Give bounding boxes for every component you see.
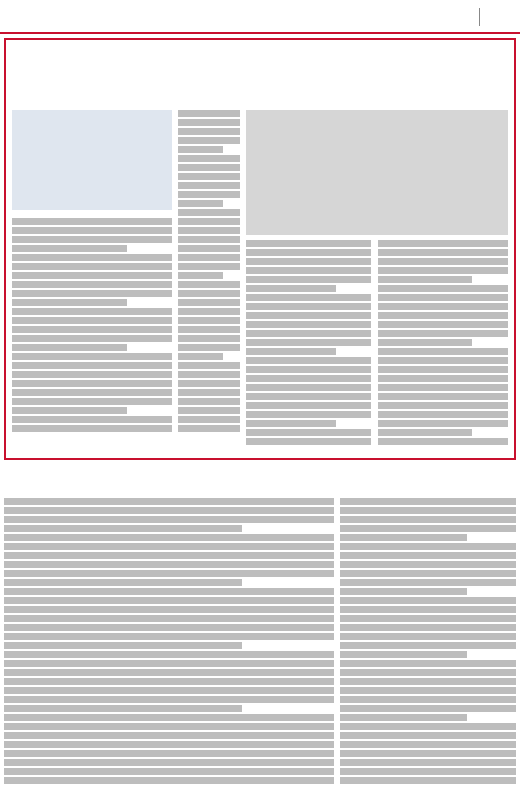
lead-photo-right [246, 110, 508, 235]
lower-left-story [4, 468, 334, 794]
page-header [0, 0, 520, 34]
lead-story-box [4, 38, 516, 460]
lead-column-2 [178, 110, 240, 450]
lead-photo-left [12, 110, 172, 210]
lead-column-1 [12, 218, 172, 448]
lead-column-3 [246, 240, 371, 450]
lead-column-4 [378, 240, 508, 450]
header-separator [479, 8, 480, 26]
lower-right-story [340, 468, 516, 794]
